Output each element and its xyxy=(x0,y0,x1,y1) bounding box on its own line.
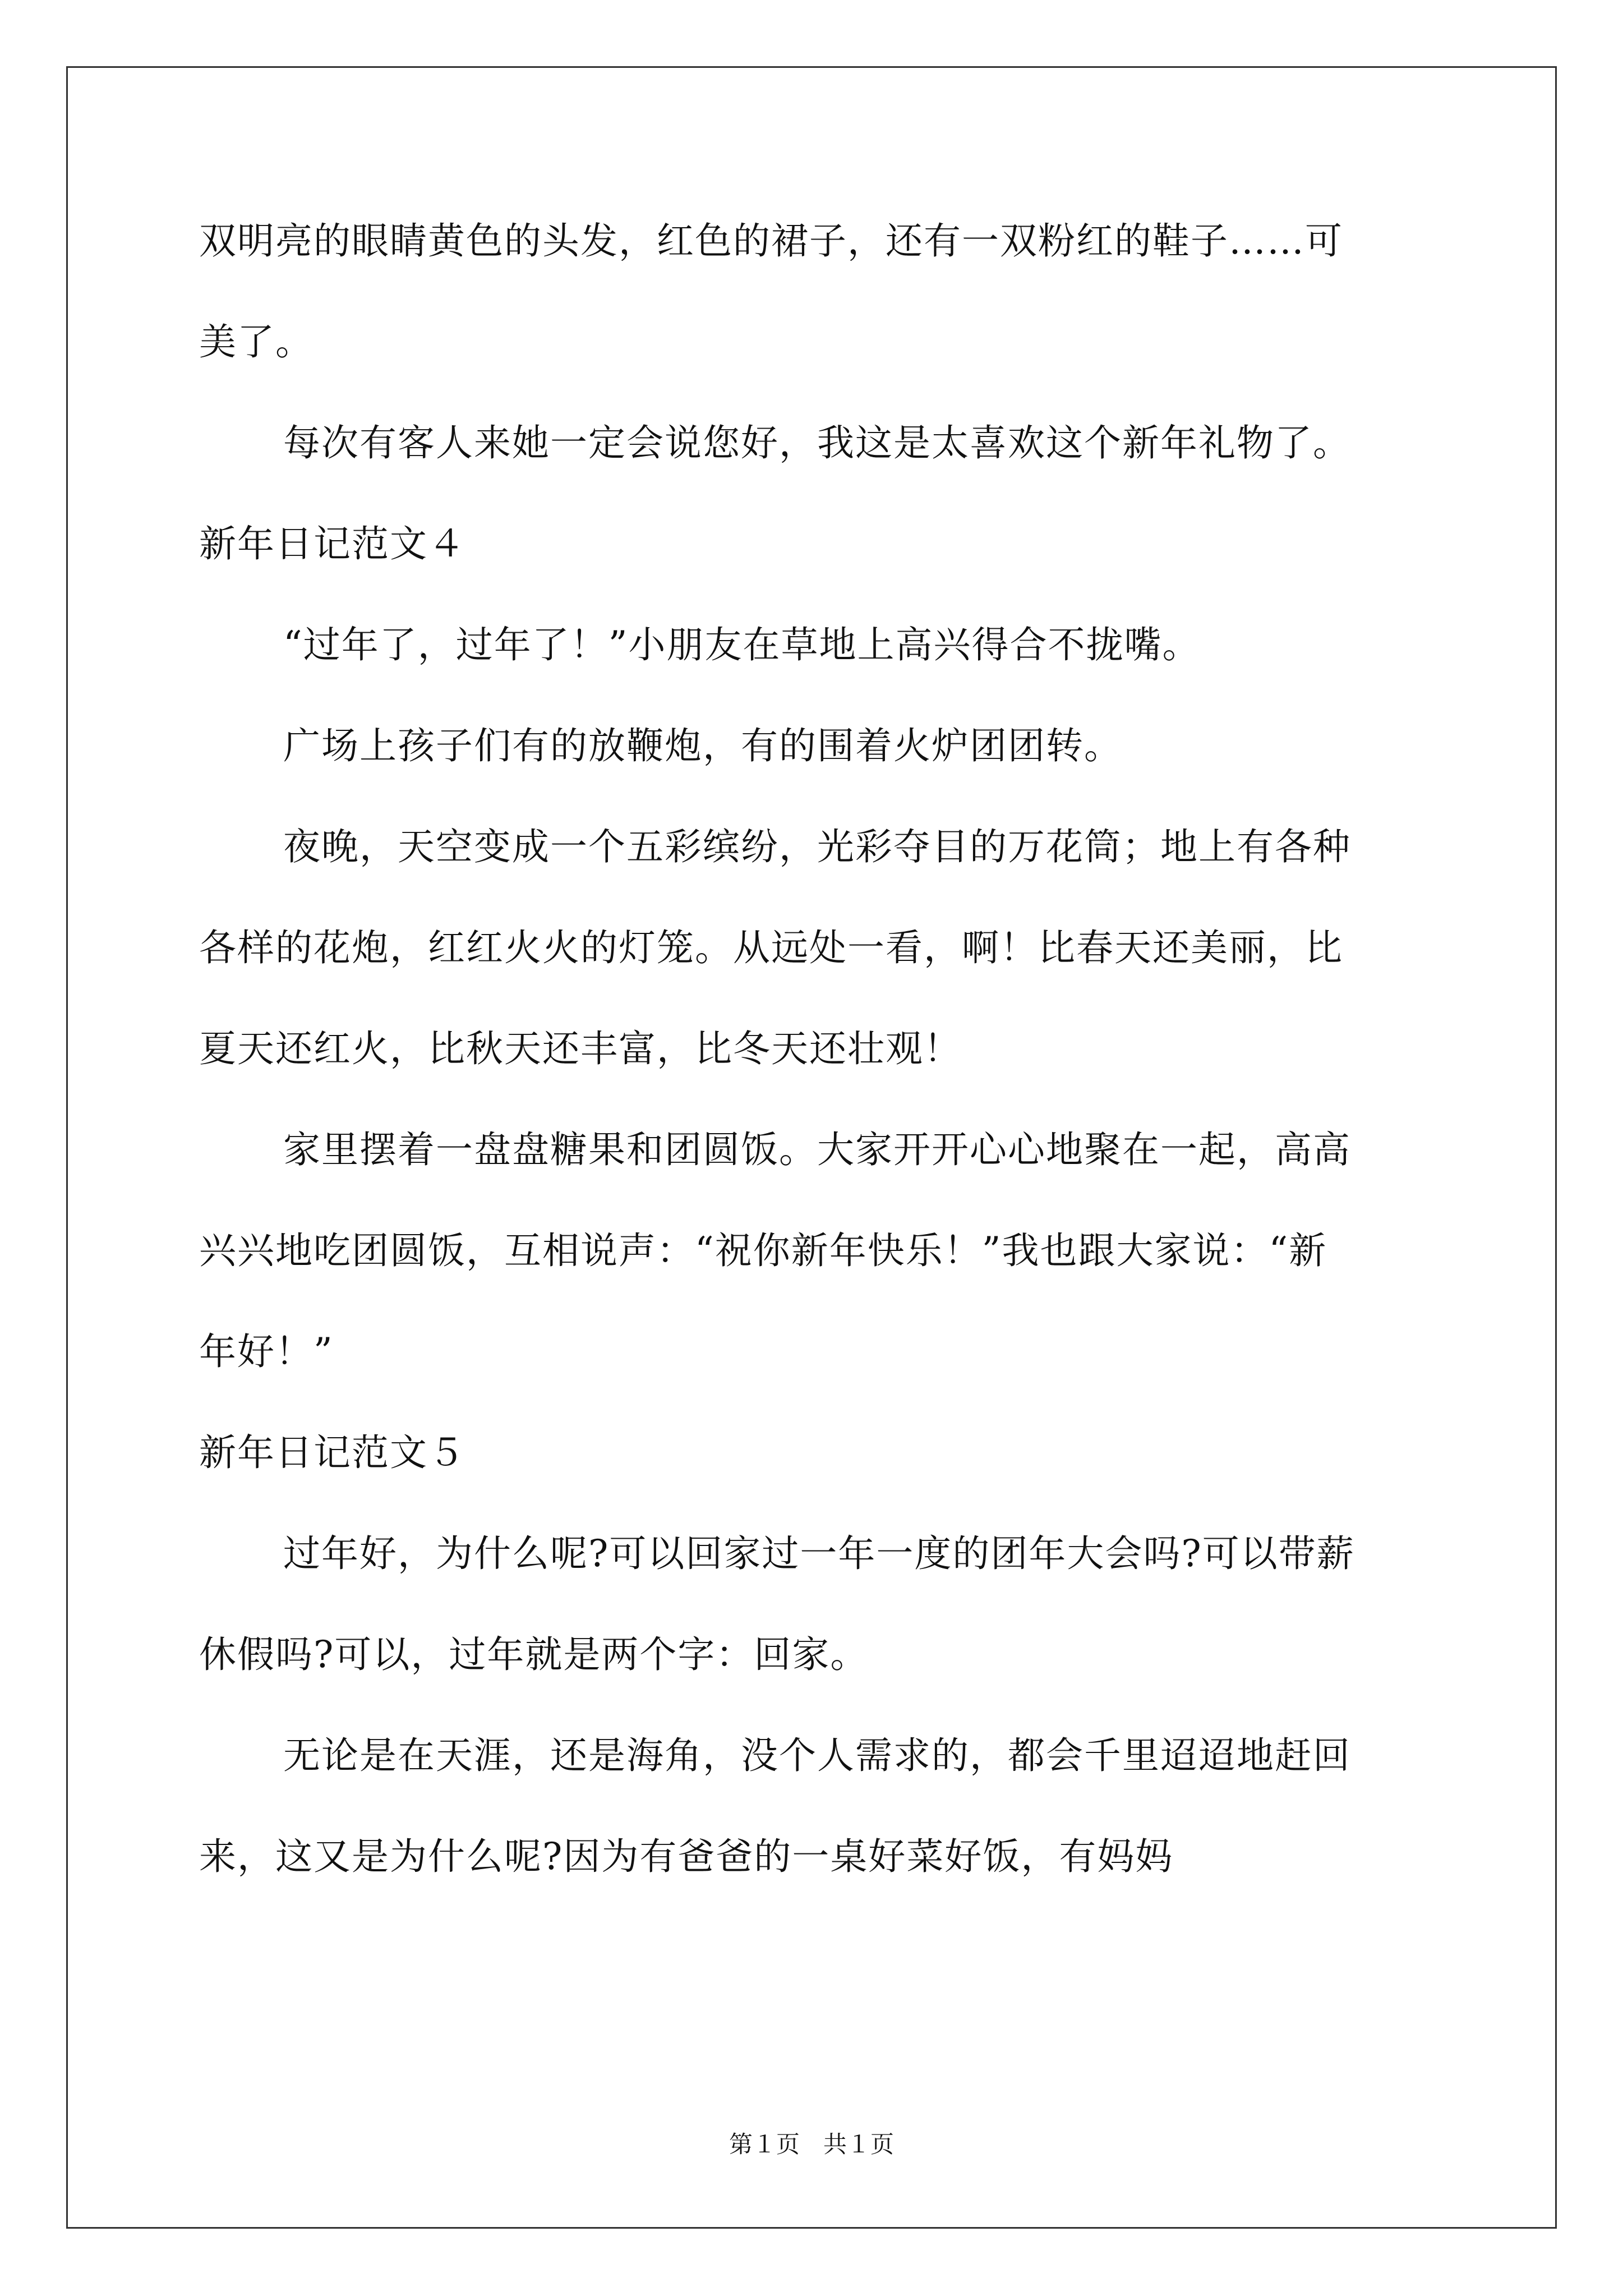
paragraph-line: 夏天还红火，比秋天还丰富，比冬天还壮观！ xyxy=(199,1027,962,1070)
section-heading: 新年日记范文４ xyxy=(199,522,466,565)
paragraph-line: 过年好，为什么呢?可以回家过一年一度的团年大会吗?可以带薪 xyxy=(283,1532,1355,1575)
paragraph-line: 休假吗?可以，过年就是两个字：回家。 xyxy=(199,1633,869,1676)
page-number-footer: 第１页 共１页 xyxy=(728,2131,894,2158)
paragraph-line: 年好！” xyxy=(199,1330,334,1373)
paragraph-line: 来，这又是为什么呢?因为有爸爸的一桌好菜好饭，有妈妈 xyxy=(199,1835,1174,1878)
paragraph-line: 家里摆着一盘盘糖果和团圆饭。大家开开心心地聚在一起，高高 xyxy=(283,1128,1351,1171)
paragraph-line: 兴兴地吃团圆饭，互相说声：“祝你新年快乐！”我也跟大家说：“新 xyxy=(199,1229,1327,1272)
paragraph-line: 美了。 xyxy=(199,320,313,364)
paragraph-line: 每次有客人来她一定会说您好，我这是太喜欢这个新年礼物了。 xyxy=(283,421,1351,464)
paragraph-line: 双明亮的眼睛黄色的头发，红色的裙子，还有一双粉红的鞋子……可 xyxy=(199,219,1343,263)
paragraph-line: 各样的花炮，红红火火的灯笼。从远处一看，啊！比春天还美丽，比 xyxy=(199,926,1343,969)
paragraph-line: “过年了，过年了！”小朋友在草地上高兴得合不拢嘴。 xyxy=(283,623,1201,666)
paragraph-line: 广场上孩子们有的放鞭炮，有的围着火炉团团转。 xyxy=(283,724,1122,767)
paragraph-line: 夜晚，天空变成一个五彩缤纷，光彩夺目的万花筒；地上有各种 xyxy=(283,825,1351,868)
paragraph-line: 无论是在天涯，还是海角，没个人需求的，都会千里迢迢地赶回 xyxy=(283,1734,1351,1777)
section-heading: 新年日记范文５ xyxy=(199,1431,466,1474)
